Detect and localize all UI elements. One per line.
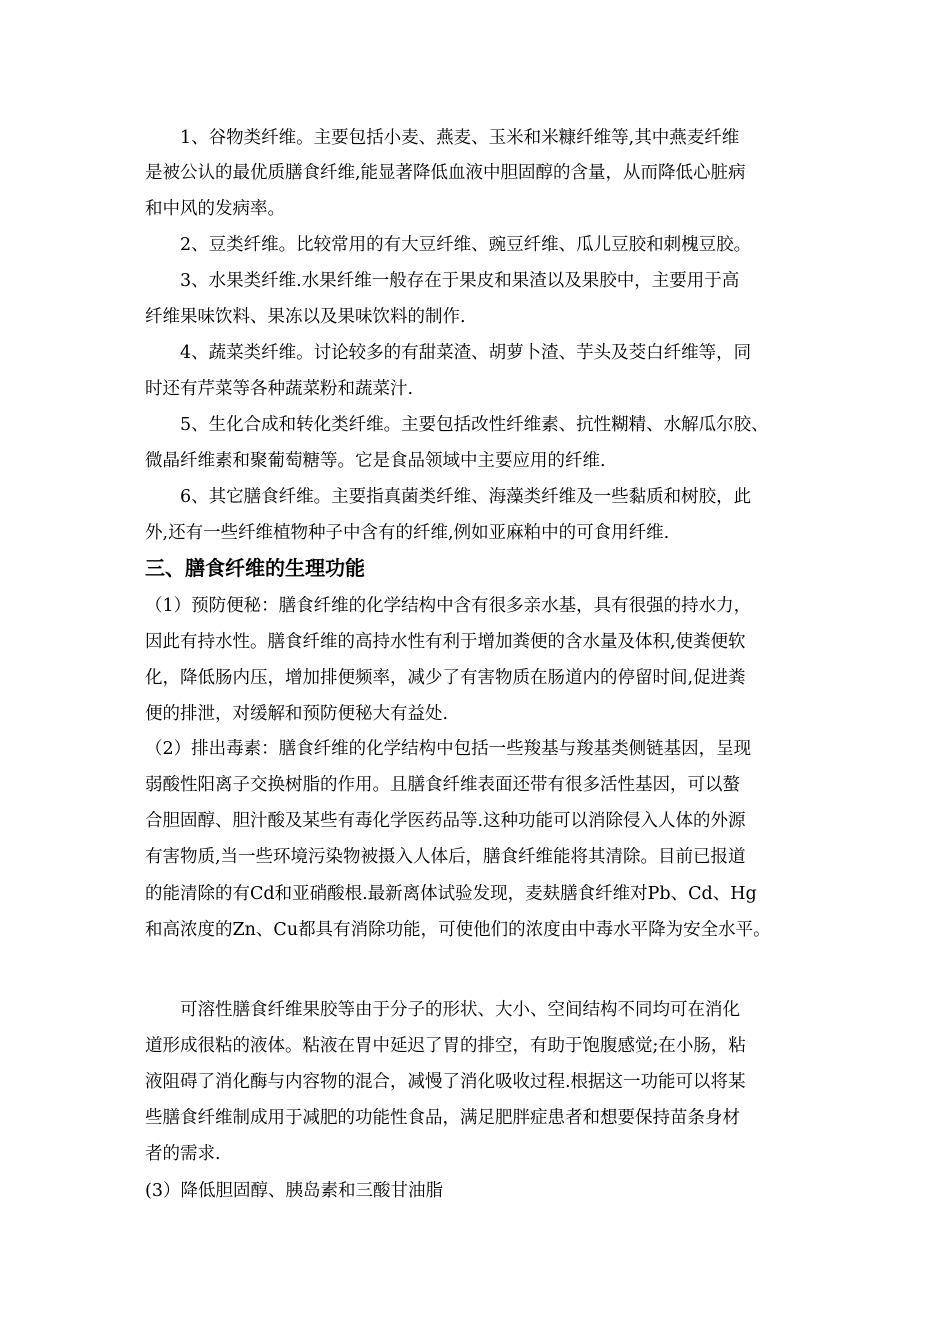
item4-line2: 时还有芹菜等各种蔬菜粉和蔬菜汁. — [145, 379, 414, 399]
p2-line4: 有害物质,当一些环境污染物被摄入人体后，膳食纤维能将其清除。目前已报道 — [145, 847, 746, 867]
p2-line3: 合胆固醇、胆汁酸及某些有毒化学医药品等.这种功能可以消除侵入人体的外源 — [145, 811, 746, 831]
item3-line2: 纤维果味饮料、果冻以及果味饮料的制作. — [145, 307, 466, 327]
item6-line1: 6、其它膳食纤维。主要指真菌类纤维、海藻类纤维及一些黏质和树胶，此 — [180, 487, 752, 507]
p1-line3: 化，降低肠内压，增加排便频率，减少了有害物质在肠道内的停留时间,促进粪 — [145, 668, 746, 688]
p2-line5: 的能清除的有Cd和亚硝酸根.最新离体试验发现，麦麸膳食纤维对Pb、Cd、Hg — [145, 884, 757, 904]
p1-line4: 便的排泄，对缓解和预防便秘大有益处. — [145, 704, 449, 724]
p1-line1: （1）预防便秘：膳食纤维的化学结构中含有很多亲水基，具有很强的持水力， — [145, 596, 752, 616]
p3-line1: 可溶性膳食纤维果胶等由于分子的形状、大小、空间结构不同均可在消化 — [180, 1000, 740, 1020]
p4-line1: (3）降低胆固醇、胰岛素和三酸甘油脂 — [145, 1181, 443, 1201]
item6-line2: 外,还有一些纤维植物种子中含有的纤维,例如亚麻粕中的可食用纤维. — [145, 523, 670, 543]
p1-line2: 因此有持水性。膳食纤维的高持水性有利于增加粪便的含水量及体积,使粪便软 — [145, 632, 746, 652]
item2-line1: 2、豆类纤维。比较常用的有大豆纤维、豌豆纤维、瓜儿豆胶和刺槐豆胶。 — [180, 235, 752, 255]
p2-line6: 和高浓度的Zn、Cu都具有消除功能，可使他们的浓度由中毒水平降为安全水平。 — [145, 920, 771, 940]
p3-line4: 些膳食纤维制成用于减肥的功能性食品，满足肥胖症患者和想要保持苗条身材 — [145, 1108, 740, 1128]
p3-line2: 道形成很粘的液体。粘液在胃中延迟了胃的排空，有助于饱腹感觉;在小肠，粘 — [145, 1036, 746, 1056]
item3-line1: 3、水果类纤维.水果纤维一般存在于果皮和果渣以及果胶中，主要用于高 — [180, 271, 740, 291]
item1-line2: 是被公认的最优质膳食纤维,能显著降低血液中胆固醇的含量，从而降低心脏病 — [145, 163, 746, 183]
p2-line2: 弱酸性阳离子交换树脂的作用。且膳食纤维表面还带有很多活性基因，可以螯 — [145, 775, 740, 795]
section-heading: 三、膳食纤维的生理功能 — [145, 556, 365, 580]
p3-line5: 者的需求. — [145, 1144, 221, 1164]
item5-line1: 5、生化合成和转化类纤维。主要包括改性纤维素、抗性糊精、水解瓜尔胶、 — [180, 415, 769, 435]
p2-line1: （2）排出毒素：膳食纤维的化学结构中包括一些羧基与羧基类侧链基因，呈现 — [145, 739, 752, 759]
item1-line1: 1、谷物类纤维。主要包括小麦、燕麦、玉米和米糠纤维等,其中燕麦纤维 — [180, 128, 740, 148]
p3-line3: 液阻碍了消化酶与内容物的混合，减慢了消化吸收过程.根据这一功能可以将某 — [145, 1072, 746, 1092]
item4-line1: 4、蔬菜类纤维。讨论较多的有甜菜渣、胡萝卜渣、芋头及茭白纤维等，同 — [180, 343, 752, 363]
item5-line2: 微晶纤维素和聚葡萄糖等。它是食品领域中主要应用的纤维. — [145, 451, 606, 471]
item1-line3: 和中风的发病率。 — [145, 199, 285, 219]
